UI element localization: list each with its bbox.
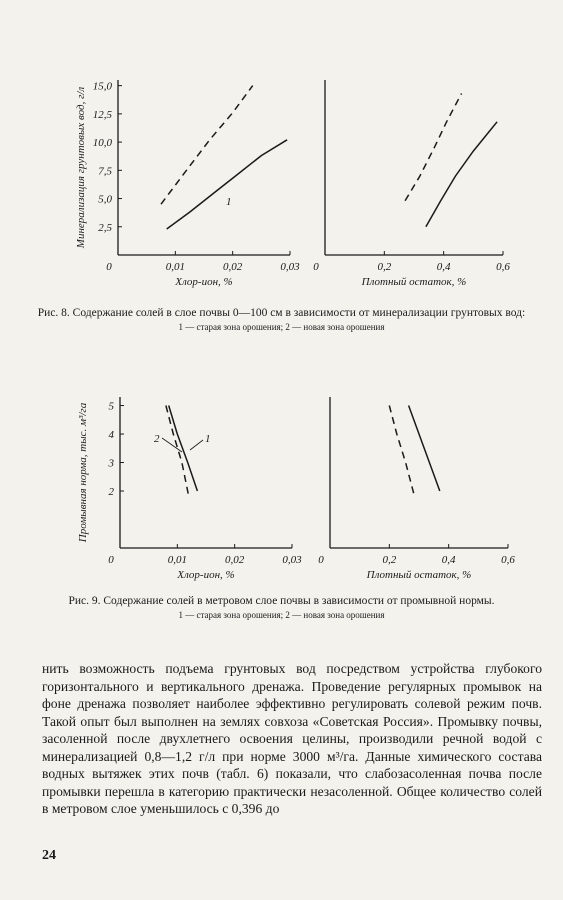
fig8-right-x-label: Плотный остаток, % — [361, 276, 467, 288]
fig9-left-y-tick-label: 2 — [108, 486, 114, 499]
page-number: 24 — [42, 848, 56, 863]
fig9-right-x-tick-label: 0 — [318, 554, 324, 566]
fig8-left-y-tick-label: 7,5 — [98, 165, 112, 178]
fig9-caption-text: Рис. 9. Содержание солей в метровом слое почвы в зависимости от промывной нормы. — [68, 595, 495, 607]
fig8-right-x-tick-label: 0,2 — [377, 261, 392, 273]
fig8-left-y-tick-label: 2,5 — [98, 221, 112, 234]
fig8-right-x-tick-label: 0,6 — [496, 261, 510, 273]
fig9-caption — [0, 594, 563, 622]
fig9-curve-label-2: 2 — [154, 433, 160, 445]
fig8-left-x-tick-label: 0,02 — [223, 261, 243, 273]
fig9-right-x-tick-label: 0,4 — [441, 554, 456, 566]
fig9-left-y-label: Промывная норма, тыс. м³/га — [77, 402, 89, 543]
fig8-right-x-tick-label: 0,4 — [436, 261, 451, 273]
fig8-legend: 1 — старая зона орошения; 2 — новая зона орошения — [178, 322, 385, 332]
fig9-left-x-tick-label: 0,01 — [167, 554, 187, 566]
fig8-left-y-tick-label: 15,0 — [92, 80, 112, 93]
fig8-left-y-label: Минерализация грунтовых вод, г/л — [75, 86, 87, 249]
fig9-left-y-tick-label: 5 — [108, 400, 114, 413]
body-paragraph: нить возможность подъема грунтовых вод посредством устройства глубокого горизонтального и вертикального дренажа. Проведение регулярных промывок на фоне дренажа позволяет наиболее эффективно регулировать солевой режим почв. Такой опыт был выполнен на землях совхоза «Советская Россия». Промывку почвы, засоленной после двухлетнего освоения целины, производили речной водой с минерализацией 0,8—1,2 г/л при норме 3000 м³/га. Данные химического состава водных вытяжек этих почв (табл. 6) показали, что слабозасоленная почва после промывки перешла в категорию практически незасоленной. Общее количество солей в метровом слое уменьшилось с 0,396 до — [42, 661, 542, 816]
fig9-left-y-tick-label: 3 — [108, 457, 114, 470]
fig9-curve-label-1: 1 — [205, 433, 211, 445]
fig8-left-x-label: Хлор-ион, % — [175, 276, 233, 288]
fig9-left-x-tick-label: 0,03 — [282, 554, 302, 566]
fig9-left-series-2-line — [166, 406, 189, 497]
fig9-left-x-tick-label: 0 — [108, 554, 114, 566]
fig9-curve-label-1-leader — [190, 440, 203, 450]
fig8-left-series-1-line — [167, 140, 287, 229]
fig8-left-y-tick-label: 12,5 — [92, 108, 112, 121]
fig8-caption-text: Рис. 8. Содержание солей в слое почвы 0—100 см в зависимости от минерализации грунтовых вод: — [37, 307, 526, 319]
fig8-left-x-tick-label: 0,01 — [165, 261, 185, 273]
fig8-left-y-tick-label: 5,0 — [98, 193, 112, 206]
fig9-left-x-tick-label: 0,02 — [225, 554, 245, 566]
fig9-right-x-label: Плотный остаток, % — [366, 569, 472, 581]
fig9-right-series-1-line — [409, 406, 440, 492]
fig9-left-y-tick-label: 4 — [108, 429, 114, 442]
fig8-curve-label-1: 1 — [226, 196, 232, 208]
fig8-left-y-tick-label: 10,0 — [92, 137, 112, 150]
fig8-right-series-2-line — [405, 94, 461, 201]
fig8-right-x-tick-label: 0 — [313, 261, 319, 273]
fig9-legend: 1 — старая зона орошения; 2 — новая зона орошения — [178, 610, 385, 620]
fig8-caption — [0, 306, 563, 334]
fig9-right-x-tick-label: 0,6 — [501, 554, 515, 566]
fig9-right-series-2-line — [389, 406, 414, 497]
body-text — [42, 660, 542, 818]
fig9-left-series-1-line — [169, 406, 198, 492]
fig9-right-x-tick-label: 0,2 — [382, 554, 397, 566]
fig8-left-series-2-line — [161, 86, 253, 205]
fig8-left-x-tick-label: 0,03 — [280, 261, 300, 273]
fig8-right-series-1-line — [426, 122, 497, 227]
fig8-left-x-tick-label: 0 — [106, 261, 112, 273]
fig9-left-x-label: Хлор-ион, % — [177, 569, 235, 581]
